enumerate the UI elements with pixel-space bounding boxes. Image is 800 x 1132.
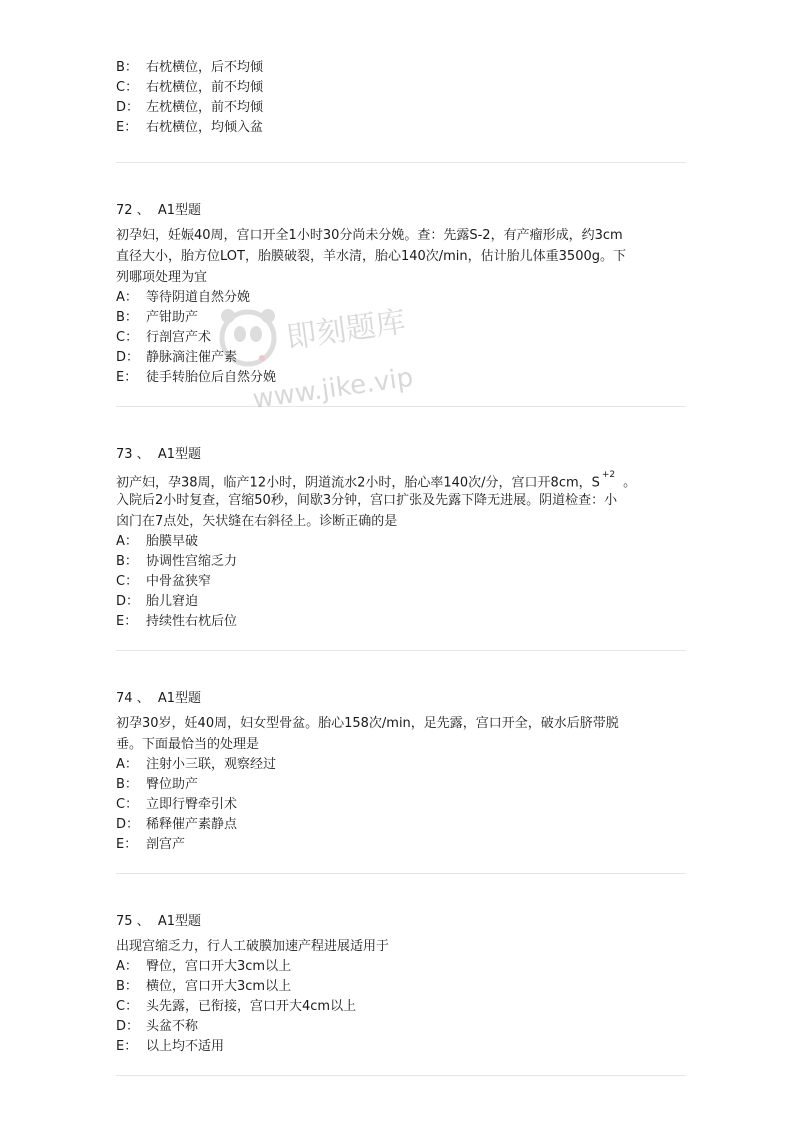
prev-question-options bbox=[116, 58, 686, 138]
option-a: A： 等待阴道自然分娩 bbox=[116, 290, 251, 305]
question-stem-line: 初产妇，孕38周，临产12小时，阴道流水2小时，胎心率140次/分，宫口开8cm，$S^{+2}$。 bbox=[116, 470, 637, 491]
option-c: C： 中骨盆狭窄 bbox=[116, 574, 212, 589]
question-stem-line: 列哪项处理为宜 bbox=[116, 270, 208, 285]
option-a: A： 胎膜早破 bbox=[116, 534, 199, 549]
watermark-en: www.jike.vip bbox=[250, 362, 416, 415]
option-b: B： 横位，宫口开大3cm以上 bbox=[116, 979, 292, 994]
option-e: E： 徒手转胎位后自然分娩 bbox=[116, 370, 277, 385]
question-74 bbox=[116, 689, 686, 855]
option-c: C： 头先露，已衔接，宫口开大4cm以上 bbox=[116, 999, 357, 1014]
question-header: 73 、 A1型题 bbox=[116, 447, 201, 462]
question-72 bbox=[116, 201, 686, 388]
option-b: B： 臀位助产 bbox=[116, 777, 199, 792]
question-stem-line: 囟门在7点处，矢状缝在右斜径上。诊断正确的是 bbox=[116, 514, 398, 529]
option-b: B： 右枕横位，后不均倾 bbox=[116, 60, 264, 75]
question-stem-line: 出现宫缩乏力，行人工破膜加速产程进展适用于 bbox=[116, 939, 390, 954]
question-stem-line: 直径大小，胎方位LOT，胎膜破裂，羊水清，胎心140次/min，估计胎儿体重3500g。下 bbox=[116, 249, 626, 264]
option-e: E： 以上均不适用 bbox=[116, 1039, 225, 1054]
option-a: A： 臀位，宫口开大3cm以上 bbox=[116, 959, 292, 974]
document-page bbox=[116, 58, 686, 1076]
divider bbox=[116, 1075, 686, 1076]
question-stem-line: 垂。下面最恰当的处理是 bbox=[116, 737, 260, 752]
question-header: 75 、 A1型题 bbox=[116, 914, 201, 929]
option-e: E： 剖宫产 bbox=[116, 837, 186, 852]
option-b: B： 产钳助产 bbox=[116, 310, 199, 325]
question-stem-line: 初孕妇，妊娠40周，宫口开全1小时30分尚未分娩。查：先露S-2，有产瘤形成，约3cm bbox=[116, 228, 623, 243]
option-e: E： 右枕横位，均倾入盆 bbox=[116, 120, 264, 135]
watermark-cn: 即刻题库 bbox=[284, 304, 408, 356]
question-stem-line: 初孕30岁，妊40周，妇女型骨盆。胎心158次/min，足先露，宫口开全，破水后脐带脱 bbox=[116, 716, 619, 731]
question-header: 72 、 A1型题 bbox=[116, 203, 201, 218]
question-stem-line: 入院后2小时复查，宫缩50秒，间歇3分钟，宫口扩张及先露下降无进展。阴道检查：小 bbox=[116, 493, 618, 508]
superscript: +2 bbox=[601, 470, 616, 480]
option-c: C： 右枕横位，前不均倾 bbox=[116, 80, 264, 95]
question-header: 74 、 A1型题 bbox=[116, 691, 201, 706]
option-c: C： 行剖宫产术 bbox=[116, 330, 212, 345]
option-d: D： 头盆不称 bbox=[116, 1019, 199, 1034]
option-e: E： 持续性右枕后位 bbox=[116, 614, 238, 629]
option-d: D： 稀释催产素静点 bbox=[116, 817, 238, 832]
question-73 bbox=[116, 445, 686, 632]
option-c: C： 立即行臀牵引术 bbox=[116, 797, 238, 812]
option-d: D： 左枕横位，前不均倾 bbox=[116, 100, 264, 115]
question-75 bbox=[116, 912, 686, 1057]
option-d: D： 胎儿窘迫 bbox=[116, 594, 199, 609]
option-d: D： 静脉滴注催产素 bbox=[116, 350, 238, 365]
option-a: A： 注射小三联，观察经过 bbox=[116, 757, 277, 772]
option-b: B： 协调性宫缩乏力 bbox=[116, 554, 238, 569]
